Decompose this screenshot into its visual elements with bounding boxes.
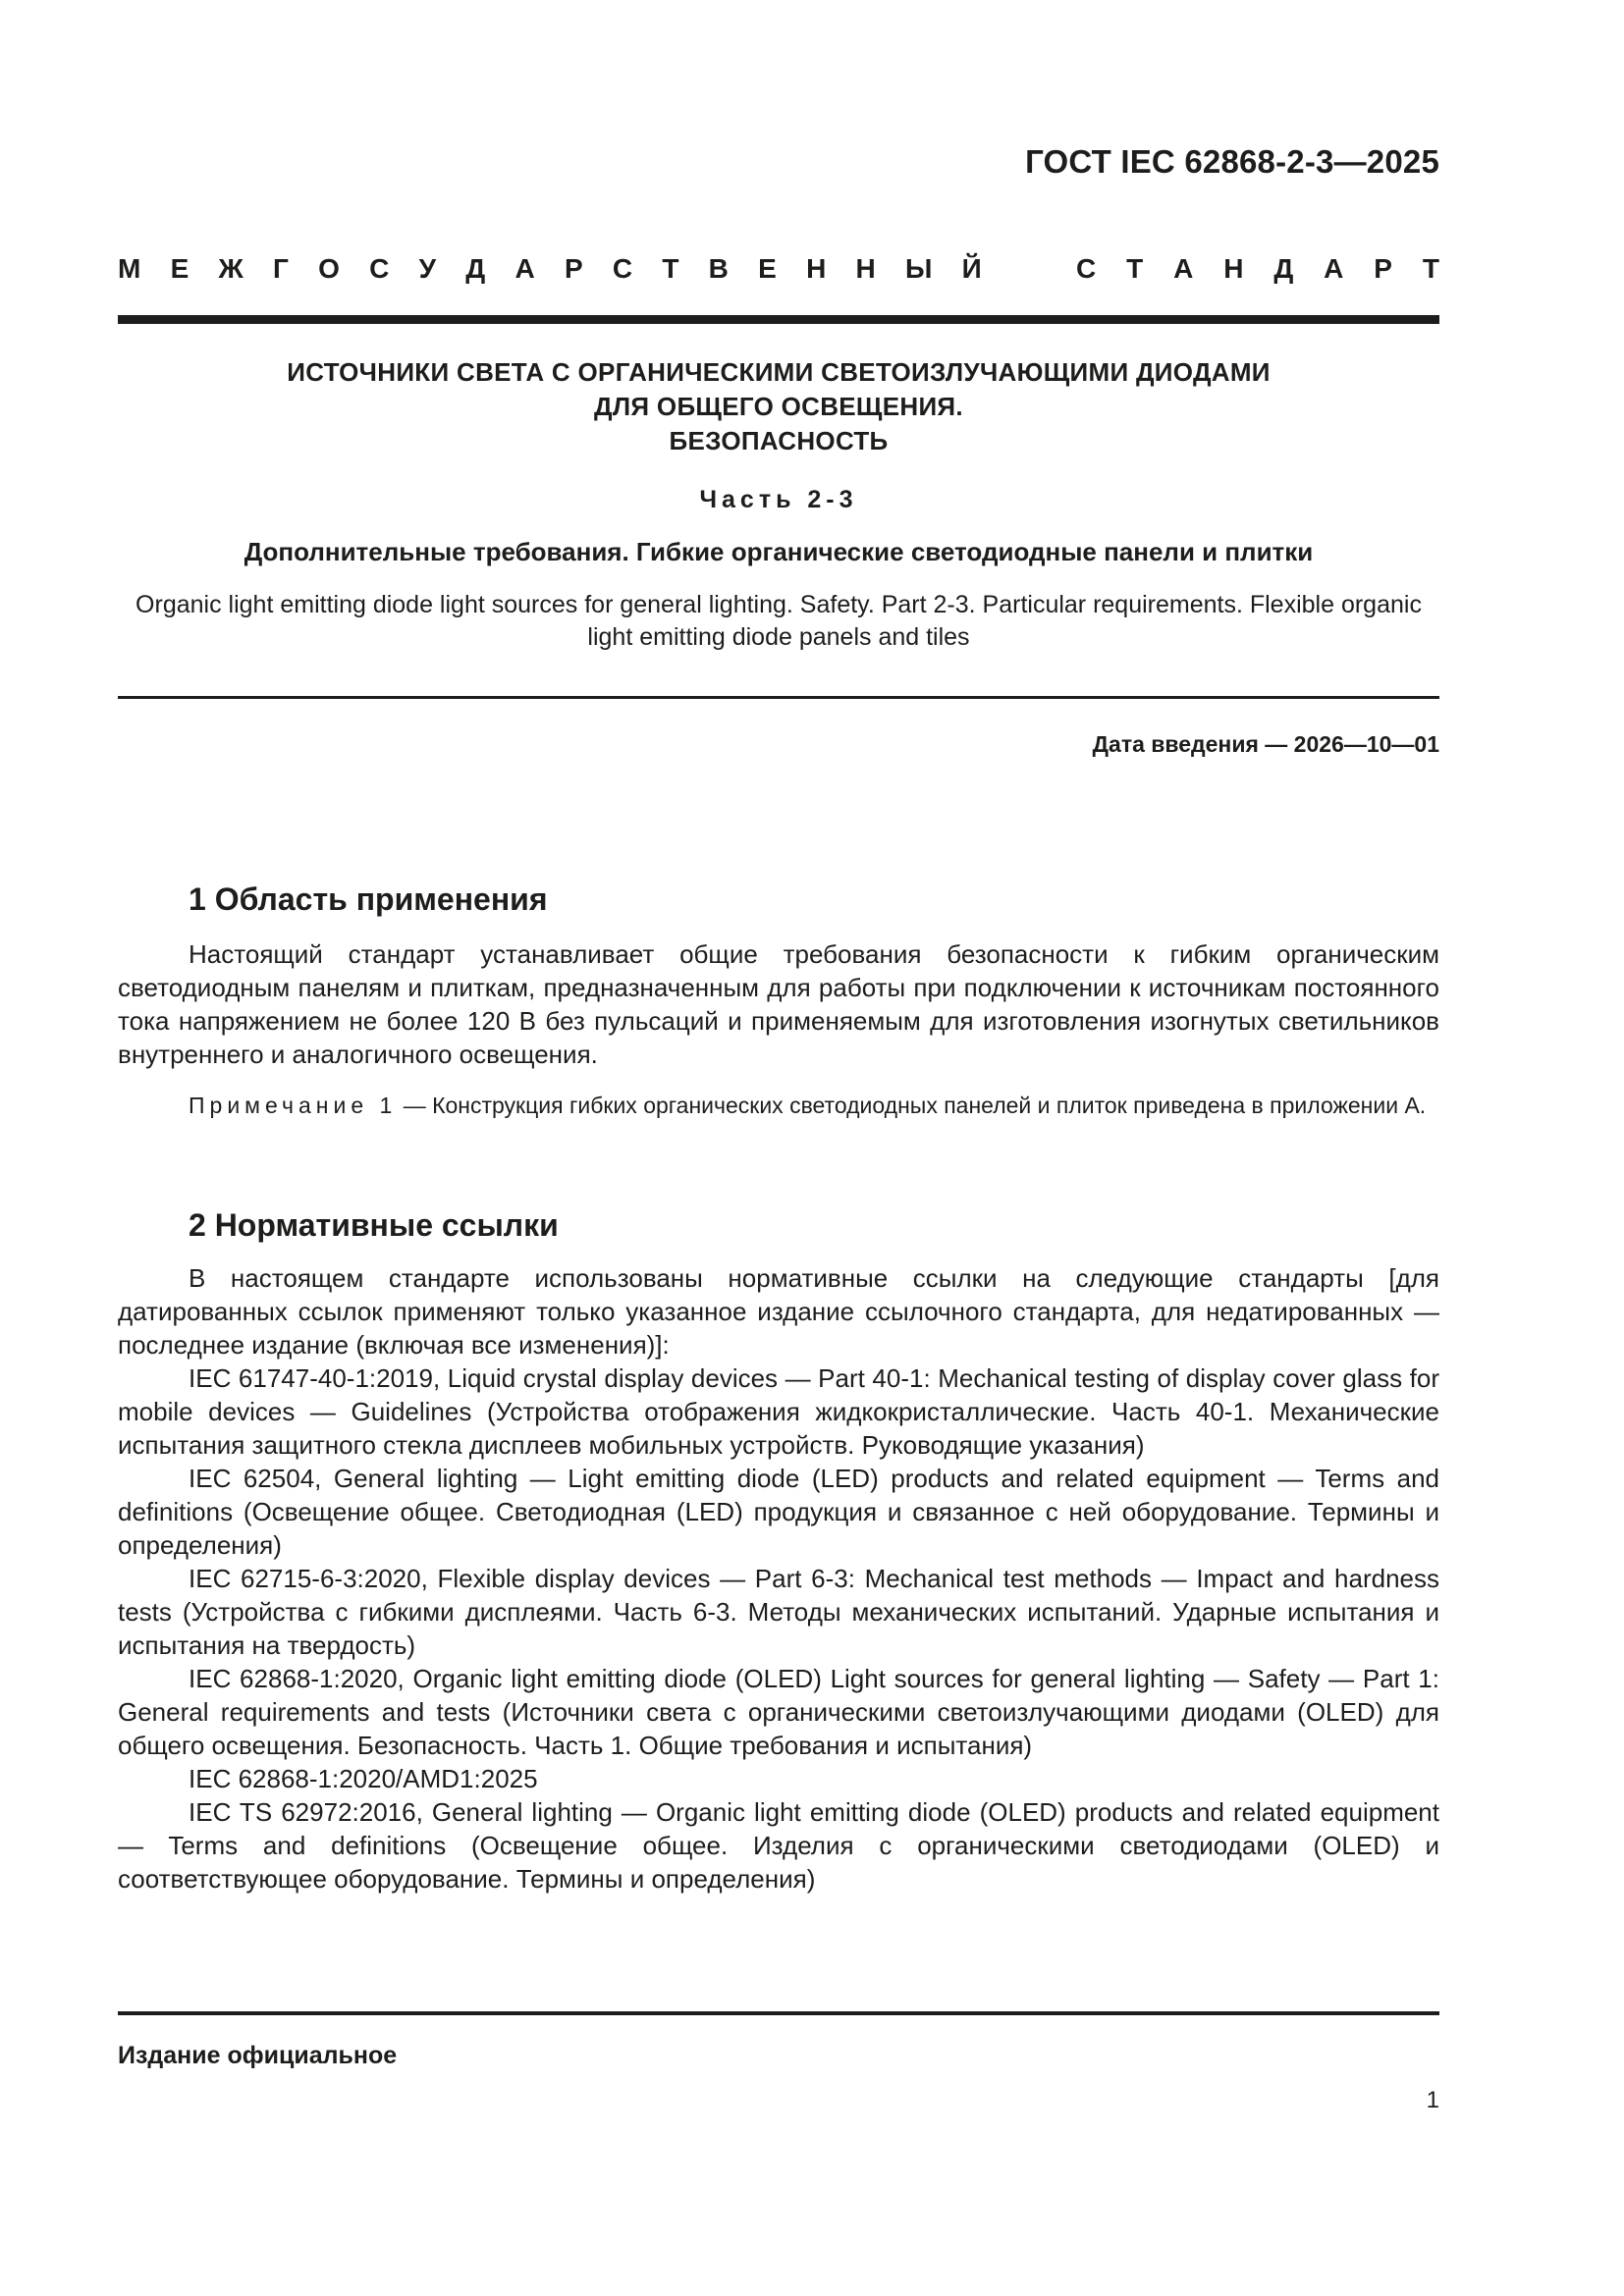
banner-letter: А [514, 253, 535, 284]
banner-letter: Ж [218, 253, 244, 284]
banner-letter: С [612, 253, 633, 284]
reference-item: IEC 62504, General lighting — Light emitting diode (LED) products and related equipment — Terms and definitions (Освещение общее. Светодиодная (LED) продукция и связанное с ней оборудование. Термины и определения) [118, 1464, 1439, 1560]
banner-letter: У [418, 253, 437, 284]
note-text: — Конструкция гибких органических светодиодных панелей и плиток приведена в приложении А. [397, 1093, 1427, 1118]
reference-item: IEC 62715-6-3:2020, Flexible display devices — Part 6-3: Mechanical test methods — Impact and hardness tests (Устройства с гибкими дисплеями. Часть 6-3. Методы механических испытаний. Ударные испытания и испытания на твердость) [118, 1564, 1439, 1660]
banner-letter: Д [465, 253, 486, 284]
subtitle: Дополнительные требования. Гибкие органические светодиодные панели и плитки [244, 537, 1314, 566]
note-1 [118, 1090, 1439, 1122]
banner-letter: Е [758, 253, 777, 284]
banner-letter: Р [1374, 253, 1392, 284]
title-line-2: ДЛЯ ОБЩЕГО ОСВЕЩЕНИЯ. [594, 392, 963, 421]
reference-item: IEC 62868-1:2020, Organic light emitting diode (OLED) Light sources for general lighting — Safety — Part 1: General requirements and tests (Источники света с органическими светоизлучающими диодами (OLED) для общего освещения. Безопасность. Часть 1. Общие требования и испытания) [118, 1664, 1439, 1760]
banner-letter: Р [564, 253, 583, 284]
official-edition-label: Издание официальное [118, 2042, 398, 2069]
banner-letter: С [369, 253, 390, 284]
banner-letter: С [1076, 253, 1097, 284]
title-line-3: БЕЗОПАСНОСТЬ [669, 426, 889, 455]
footer-rule [118, 2011, 1439, 2015]
title-line-1: ИСТОЧНИКИ СВЕТА С ОРГАНИЧЕСКИМИ СВЕТОИЗЛУЧАЮЩИМИ ДИОДАМИ [287, 357, 1271, 387]
banner-letter: Ы [905, 253, 933, 284]
standard-banner [118, 253, 1439, 285]
english-title: Organic light emitting diode light sources for general lighting. Safety. Part 2-3. Particular requirements. Flexible organic light emitting diode panels and tiles [135, 591, 1422, 651]
introduction-date: Дата введения — 2026—10—01 [1092, 731, 1439, 757]
note-label: Примечание 1 [189, 1093, 398, 1118]
reference-item: IEC 61747-40-1:2019, Liquid crystal display devices — Part 40-1: Mechanical testing of display cover glass for mobile devices — Guidelines (Устройства отображения жидкокристаллические. Часть 40-1. Механические испытания защитного стекла дисплеев мобильных устройств. Руководящие указания) [118, 1363, 1439, 1460]
section-1-heading: 1 Область применения [189, 881, 548, 917]
scope-paragraph: Настоящий стандарт устанавливает общие требования безопасности к гибким органическим светодиодным панелям и плиткам, предназначенным для работы при подключении к источникам постоянного тока напряжением не более 120 В без пульсаций и применяемым для изготовления изогнутых светильников внутреннего и аналогичного освещения. [118, 939, 1439, 1069]
banner-letter: Г [273, 253, 289, 284]
reference-item: IEC 62868-1:2020/AMD1:2025 [189, 1764, 538, 1793]
banner-letter: А [1324, 253, 1344, 284]
banner-letter: Е [170, 253, 189, 284]
banner-letter: Т [1126, 253, 1144, 284]
banner-letter: Н [806, 253, 827, 284]
banner-word-interstate [118, 253, 982, 285]
section-2-heading: 2 Нормативные ссылки [189, 1207, 559, 1243]
part-label: Часть 2-3 [699, 486, 858, 513]
banner-letter: Д [1273, 253, 1294, 284]
banner-letter: Й [961, 253, 982, 284]
reference-item: IEC TS 62972:2016, General lighting — Organic light emitting diode (OLED) products and related equipment — Terms and definitions (Освещение общее. Изделия с органическими светодиодами (OLED) и соответствующее оборудование. Термины и определения) [118, 1797, 1439, 1894]
references-intro: В настоящем стандарте использованы нормативные ссылки на следующие стандарты [для датированных ссылок применяют только указанное издание ссылочного стандарта, для недатированных — последнее издание (включая все изменения)]: [118, 1263, 1439, 1360]
banner-letter: Т [662, 253, 679, 284]
section-2-body [118, 1261, 1439, 1896]
banner-letter: О [318, 253, 340, 284]
title-block [118, 355, 1439, 654]
banner-letter: Н [855, 253, 876, 284]
banner-word-standard [1076, 253, 1439, 285]
banner-letter: Н [1223, 253, 1244, 284]
section-1-body [118, 937, 1439, 1071]
banner-letter: М [118, 253, 141, 284]
banner-letter: В [708, 253, 729, 284]
header-rule [118, 315, 1439, 324]
title-rule [118, 696, 1439, 699]
page-number: 1 [1426, 2087, 1439, 2113]
banner-letter: А [1173, 253, 1194, 284]
document-page [118, 0, 1439, 2296]
banner-letter: Т [1422, 253, 1439, 284]
document-code: ГОСТ IEC 62868-2-3—2025 [1025, 143, 1439, 180]
